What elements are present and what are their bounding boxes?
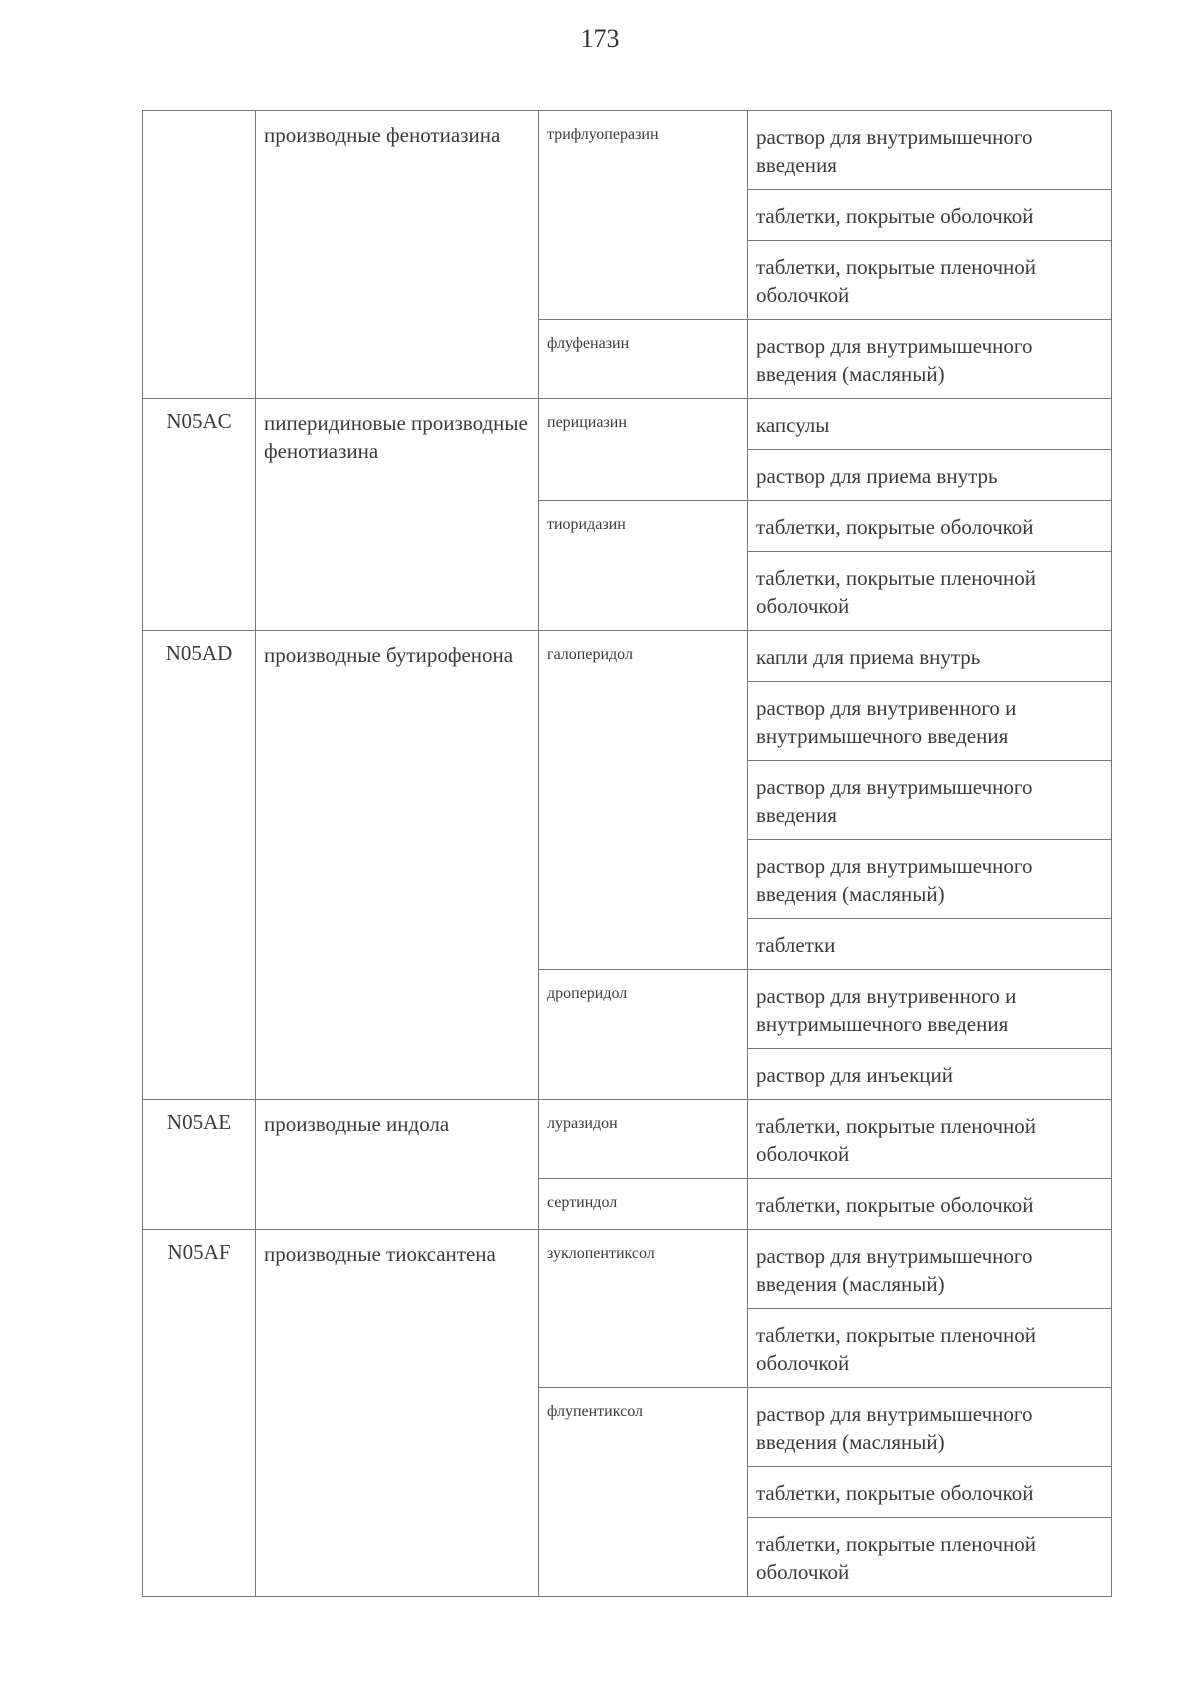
dosage-forms xyxy=(748,631,1111,969)
dosage-form: раствор для внутримышечного введения (масляный) xyxy=(756,1244,1033,1296)
table-row xyxy=(142,398,1112,630)
dosage-forms xyxy=(748,1388,1111,1596)
substance-block xyxy=(539,969,1111,1099)
dosage-forms xyxy=(748,111,1111,319)
dosage-form: таблетки, покрытые оболочкой xyxy=(748,1466,1111,1517)
page-number: 173 xyxy=(580,24,620,53)
dosage-form: таблетки, покрытые пленочной оболочкой xyxy=(748,240,1111,319)
substance-name: зуклопентиксол xyxy=(539,1230,748,1387)
dosage-forms xyxy=(748,1179,1111,1229)
group-name: производные фенотиазина xyxy=(256,111,539,398)
atc-code: N05AC xyxy=(142,399,256,630)
atc-code xyxy=(142,111,256,398)
table-row xyxy=(142,1229,1112,1597)
dosage-form: капсулы xyxy=(756,413,830,437)
substance-block xyxy=(539,319,1111,398)
dosage-form: раствор для внутримышечного введения (масляный) xyxy=(756,334,1033,386)
dosage-forms xyxy=(748,501,1111,630)
dosage-form: таблетки, покрытые пленочной оболочкой xyxy=(748,551,1111,630)
dosage-form: раствор для инъекций xyxy=(748,1048,1111,1099)
substance-name: сертиндол xyxy=(539,1179,748,1229)
atc-code: N05AE xyxy=(142,1100,256,1229)
dosage-form: раствор для внутривенного и внутримышечного введения xyxy=(756,984,1017,1036)
dosage-forms xyxy=(748,970,1111,1099)
dosage-form: таблетки, покрытые оболочкой xyxy=(756,515,1034,539)
table-row xyxy=(142,1099,1112,1229)
substance-block xyxy=(539,1230,1111,1387)
substance-block xyxy=(539,399,1111,500)
dosage-form: раствор для внутримышечного введения (масляный) xyxy=(748,839,1111,918)
substance-name: галоперидол xyxy=(539,631,748,969)
dosage-form: таблетки, покрытые пленочной оболочкой xyxy=(748,1517,1111,1596)
dosage-forms xyxy=(748,320,1111,398)
substance-name: трифлуоперазин xyxy=(539,111,748,319)
substance-block xyxy=(539,500,1111,630)
dosage-forms xyxy=(748,1100,1111,1178)
substance-block xyxy=(539,631,1111,969)
dosage-form: таблетки, покрытые оболочкой xyxy=(756,1193,1034,1217)
atc-code: N05AD xyxy=(142,631,256,1099)
substance-name: дроперидол xyxy=(539,970,748,1099)
dosage-form: капли для приема внутрь xyxy=(756,645,981,669)
dosage-form: раствор для внутривенного и внутримышечного введения xyxy=(748,681,1111,760)
substance-name: тиоридазин xyxy=(539,501,748,630)
substance-list xyxy=(539,111,1112,398)
substance-list xyxy=(539,1100,1112,1229)
group-name: производные бутирофенона xyxy=(256,631,539,1099)
substance-name: флупентиксол xyxy=(539,1388,748,1596)
substance-list xyxy=(539,399,1112,630)
dosage-form: раствор для внутримышечного введения (масляный) xyxy=(756,1402,1033,1454)
substance-block xyxy=(539,1178,1111,1229)
atc-code: N05AF xyxy=(142,1230,256,1596)
drug-table xyxy=(142,110,1112,1597)
substance-name: флуфеназин xyxy=(539,320,748,398)
substance-block xyxy=(539,111,1111,319)
substance-list xyxy=(539,1230,1112,1596)
table-row xyxy=(142,630,1112,1099)
dosage-form: таблетки, покрытые оболочкой xyxy=(748,189,1111,240)
group-name: производные индола xyxy=(256,1100,539,1229)
substance-block xyxy=(539,1387,1111,1596)
dosage-form: таблетки xyxy=(748,918,1111,969)
dosage-form: раствор для внутримышечного введения xyxy=(756,125,1033,177)
substance-name: луразидон xyxy=(539,1100,748,1178)
substance-list xyxy=(539,631,1112,1099)
group-name: производные тиоксантена xyxy=(256,1230,539,1596)
dosage-forms xyxy=(748,1230,1111,1387)
dosage-form: таблетки, покрытые пленочной оболочкой xyxy=(756,1114,1037,1166)
group-name: пиперидиновые производные фенотиазина xyxy=(256,399,539,630)
table-row xyxy=(142,110,1112,398)
dosage-form: раствор для внутримышечного введения xyxy=(748,760,1111,839)
dosage-forms xyxy=(748,399,1111,500)
substance-block xyxy=(539,1100,1111,1178)
substance-name: перициазин xyxy=(539,399,748,500)
dosage-form: раствор для приема внутрь xyxy=(748,449,1111,500)
dosage-form: таблетки, покрытые пленочной оболочкой xyxy=(748,1308,1111,1387)
